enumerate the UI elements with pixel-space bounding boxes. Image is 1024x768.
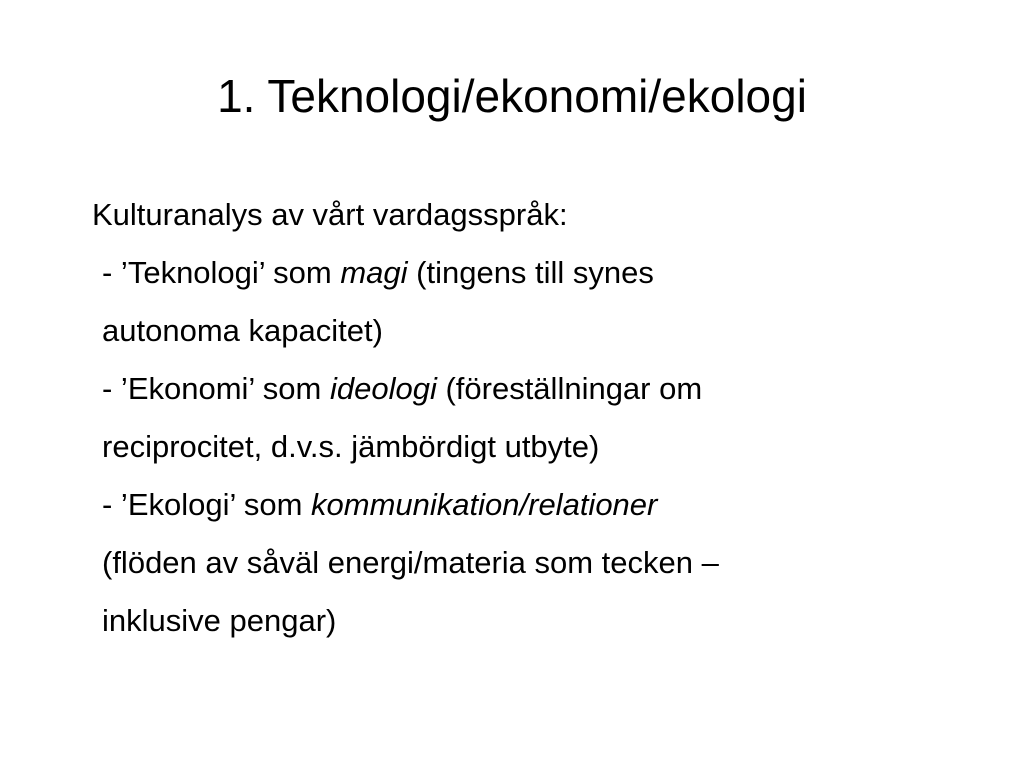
list-item-ekologi bbox=[60, 476, 960, 650]
intro-text: Kulturanalys av vårt vardagsspråk: bbox=[92, 197, 568, 232]
list-item-emphasis: kommunikation/relationer bbox=[311, 487, 658, 522]
list-item-emphasis: magi bbox=[340, 255, 408, 290]
list-item-teknologi bbox=[60, 244, 960, 360]
slide-content bbox=[60, 186, 960, 650]
list-item-continuation: inklusive pengar) bbox=[102, 603, 337, 638]
list-item-continuation: reciprocitet, d.v.s. jämbördigt utbyte) bbox=[102, 429, 600, 464]
list-item-line bbox=[102, 244, 960, 302]
list-item-suffix: (tingens till synes bbox=[407, 255, 654, 290]
list-item-continuation: (flöden av såväl energi/materia som tecken – bbox=[102, 545, 719, 580]
slide-title: 1. Teknologi/ekonomi/ekologi bbox=[217, 70, 807, 122]
list-item-line bbox=[102, 360, 960, 418]
list-item-prefix: - ’Teknologi’ som bbox=[102, 255, 341, 290]
list-item-continuation: autonoma kapacitet) bbox=[102, 313, 383, 348]
list-item-prefix: - ’Ekonomi’ som bbox=[102, 371, 330, 406]
list-item-prefix: - ’Ekologi’ som bbox=[102, 487, 312, 522]
list-item-suffix: (föreställningar om bbox=[436, 371, 703, 406]
list-item-line bbox=[102, 476, 960, 534]
list-item-emphasis: ideologi bbox=[329, 371, 437, 406]
list-item-ekonomi bbox=[60, 360, 960, 476]
